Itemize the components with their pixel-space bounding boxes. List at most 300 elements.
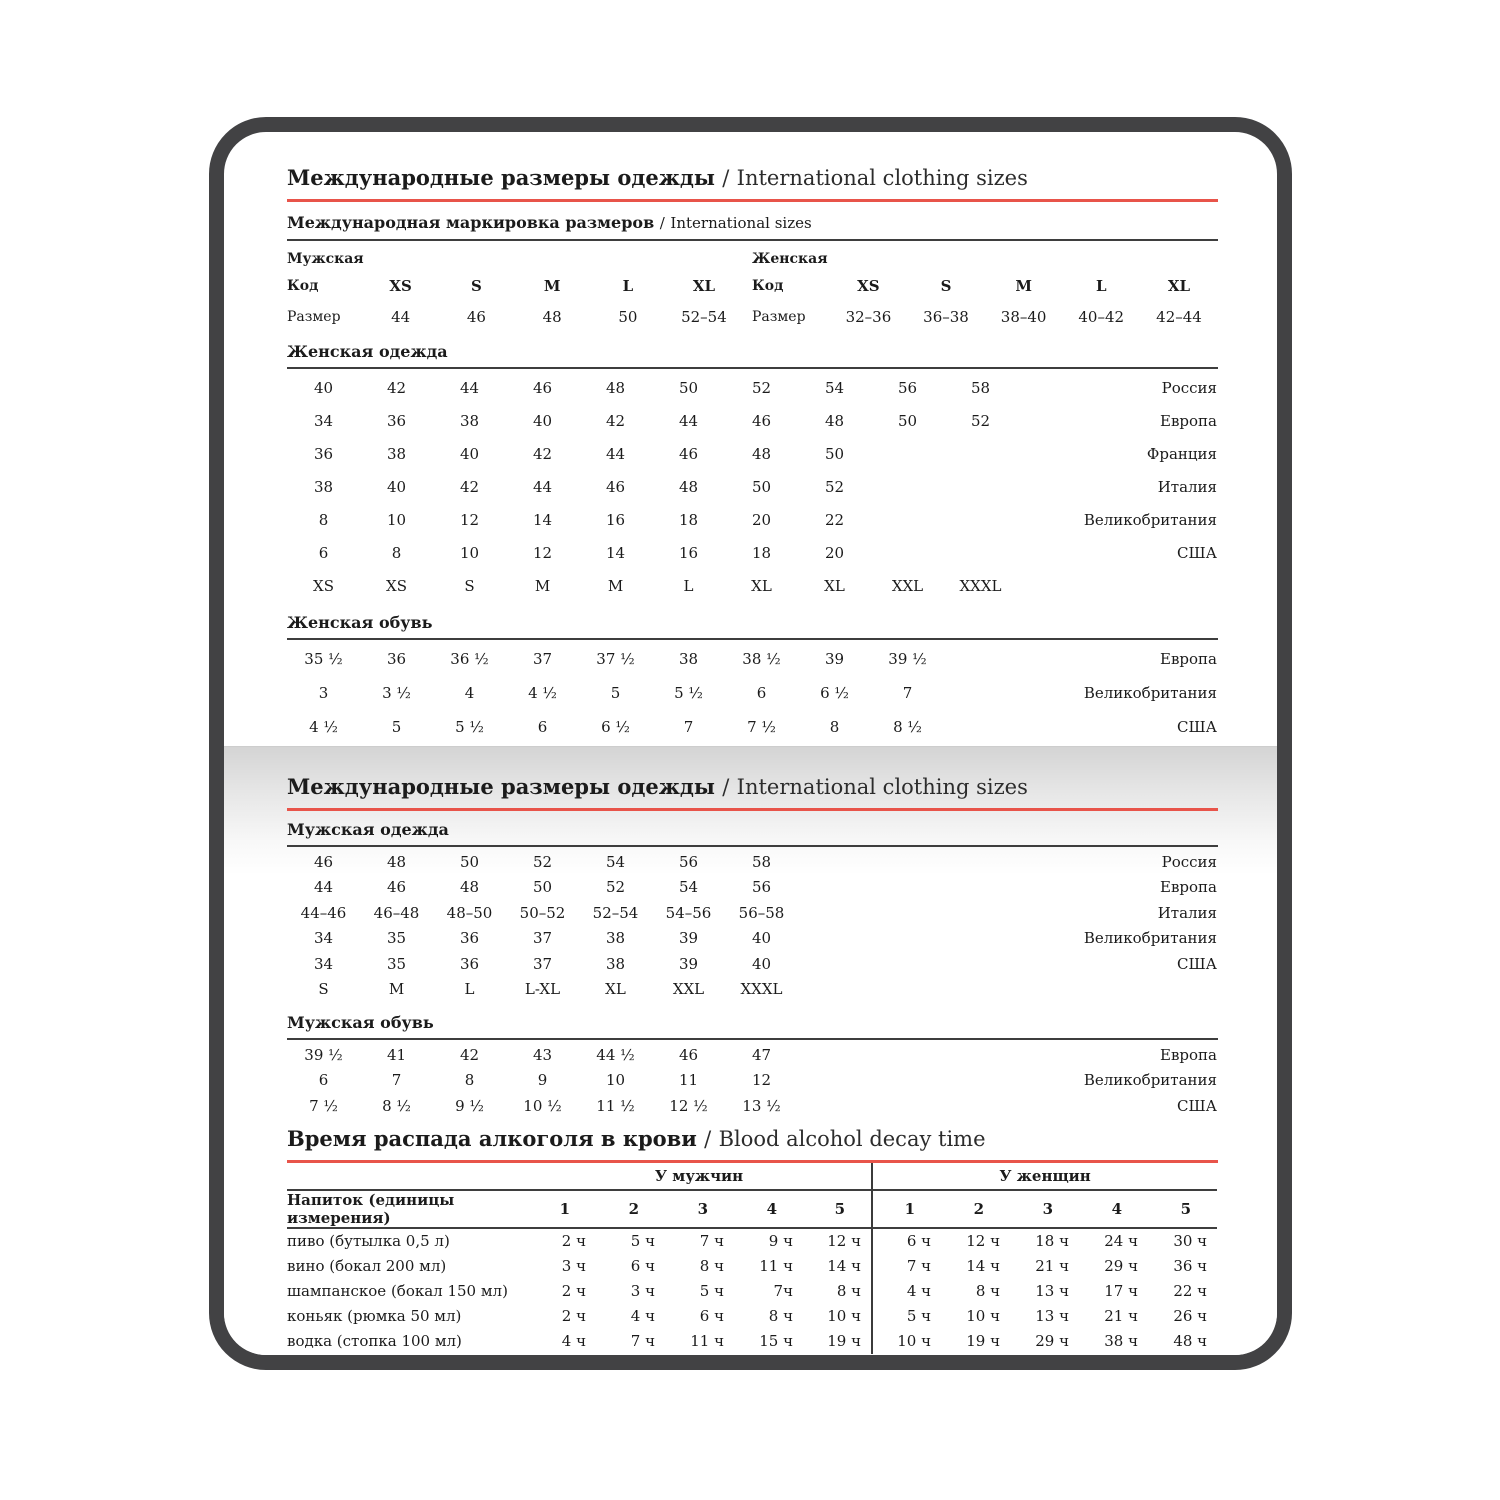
unit-header: 1 bbox=[559, 1199, 570, 1218]
size-cell: 46 bbox=[605, 477, 626, 496]
unit-header: 3 bbox=[697, 1199, 708, 1218]
size-cell: 12 bbox=[751, 1071, 772, 1090]
size-cell: S bbox=[318, 980, 329, 999]
size-row bbox=[287, 536, 1217, 569]
size-cell: 34 bbox=[313, 954, 334, 973]
size-cell: 7 ½ bbox=[747, 718, 776, 736]
marking-heading: Международная маркировка размеров / International sizes bbox=[287, 212, 1218, 241]
page-title bbox=[287, 164, 1218, 202]
page-section-top bbox=[224, 132, 1277, 746]
hours-cell: 13 ч bbox=[1035, 1282, 1070, 1300]
hours-cell: 11 ч bbox=[690, 1332, 724, 1350]
unit-header: 5 bbox=[1180, 1199, 1192, 1218]
size-cell: 50 bbox=[751, 477, 772, 496]
hours-cell: 3 ч bbox=[630, 1282, 655, 1300]
size-cell: 36 bbox=[313, 444, 334, 463]
table-row bbox=[287, 301, 742, 333]
region-label: Франция bbox=[1146, 444, 1217, 463]
size-row bbox=[287, 849, 1217, 875]
mens-clothing-table bbox=[287, 849, 1217, 1002]
region-label bbox=[1017, 569, 1217, 602]
size-cell: 38 bbox=[386, 444, 407, 463]
size-cell: 40 bbox=[751, 929, 772, 948]
size-cell: XXL bbox=[891, 576, 924, 595]
size-cell: 8 bbox=[318, 510, 329, 529]
region-label: Италия bbox=[1157, 477, 1217, 496]
size-cell: 48 bbox=[678, 477, 699, 496]
hours-cell: 5 ч bbox=[630, 1232, 655, 1250]
hours-cell: 7 ч bbox=[872, 1254, 941, 1279]
size-cell: 50 bbox=[824, 444, 845, 463]
size-cell: XXL bbox=[672, 980, 705, 999]
size-cell: 4 ½ bbox=[528, 684, 557, 702]
size-cell: 46 bbox=[532, 378, 553, 397]
unit-header: 4 bbox=[766, 1199, 777, 1218]
hours-cell: 30 ч bbox=[1173, 1232, 1208, 1250]
size-cell: 52 bbox=[751, 378, 772, 397]
hours-cell: 6 ч bbox=[630, 1257, 655, 1275]
size-row bbox=[287, 926, 1217, 952]
size-cell: 46 bbox=[386, 878, 407, 897]
size-cell: 37 bbox=[532, 650, 553, 668]
size-row bbox=[287, 503, 1217, 536]
size-cell: 34 bbox=[313, 411, 334, 430]
size-value: 48 bbox=[542, 308, 562, 326]
international-marking-block bbox=[287, 247, 1218, 333]
size-value: 40–42 bbox=[1078, 308, 1125, 326]
size-cell bbox=[944, 503, 1017, 536]
hours-cell: 14 ч bbox=[966, 1257, 1001, 1275]
size-row bbox=[287, 1068, 1217, 1094]
size-cell: 56 bbox=[751, 878, 772, 897]
size-cell: 38 bbox=[678, 650, 699, 668]
size-value: 36–38 bbox=[923, 308, 969, 326]
size-cell: 42 bbox=[459, 1045, 480, 1064]
drink-label: водка (стопка 100 мл) bbox=[287, 1332, 462, 1350]
hours-cell: 11 ч bbox=[759, 1257, 793, 1275]
womens-clothing-table bbox=[287, 371, 1217, 602]
page-section-bottom bbox=[224, 746, 1277, 1355]
size-cell: 10 bbox=[459, 543, 480, 562]
size-row bbox=[287, 710, 1217, 744]
size-cell: 42 bbox=[605, 411, 626, 430]
drink-label: коньяк (рюмка 50 мл) bbox=[287, 1307, 462, 1325]
size-cell: 46 bbox=[313, 852, 334, 871]
size-code: XS bbox=[857, 277, 880, 295]
alcohol-row bbox=[287, 1279, 1217, 1304]
hours-cell: 13 ч bbox=[1035, 1307, 1070, 1325]
size-cell: 44 bbox=[605, 444, 626, 463]
size-row bbox=[287, 371, 1217, 404]
size-cell: 7 bbox=[391, 1071, 402, 1090]
size-cell: 52 bbox=[970, 411, 991, 430]
table-row bbox=[287, 1190, 1217, 1228]
size-cell: 38 bbox=[313, 477, 334, 496]
size-cell: 4 ½ bbox=[309, 718, 338, 736]
hours-cell: 24 ч bbox=[1104, 1232, 1139, 1250]
size-value: 52–54 bbox=[681, 308, 727, 326]
size-cell: 40 bbox=[313, 378, 334, 397]
size-label: Размер bbox=[752, 309, 806, 325]
size-cell: 56 bbox=[897, 378, 918, 397]
unit-header: 1 bbox=[872, 1190, 941, 1228]
size-cell: 7 bbox=[683, 718, 694, 736]
size-cell: 12 ½ bbox=[669, 1096, 708, 1115]
hours-cell: 21 ч bbox=[1104, 1307, 1139, 1325]
region-label: Великобритания bbox=[1083, 510, 1217, 529]
size-cell: 39 ½ bbox=[304, 1045, 343, 1064]
size-cell: 6 bbox=[318, 1071, 329, 1090]
size-cell: 16 bbox=[605, 510, 626, 529]
hours-cell: 6 ч bbox=[872, 1228, 941, 1254]
size-cell: 40 bbox=[751, 954, 772, 973]
title-separator: / bbox=[722, 775, 730, 799]
size-cell: 18 bbox=[678, 510, 699, 529]
size-cell bbox=[944, 437, 1017, 470]
size-value: 44 bbox=[391, 308, 411, 326]
hours-cell: 14 ч bbox=[827, 1257, 862, 1275]
size-row bbox=[287, 676, 1217, 710]
size-row bbox=[287, 569, 1217, 602]
table-row bbox=[287, 1163, 1217, 1190]
region-label: Россия bbox=[1161, 852, 1217, 871]
size-cell: 58 bbox=[970, 378, 991, 397]
size-row bbox=[287, 404, 1217, 437]
alcohol-row bbox=[287, 1304, 1217, 1329]
size-cell: 52–54 bbox=[592, 903, 639, 922]
size-value: 38–40 bbox=[1000, 308, 1047, 326]
size-cell: 13 ½ bbox=[742, 1096, 781, 1115]
size-cell: 9 ½ bbox=[455, 1096, 484, 1115]
size-cell: 56–58 bbox=[738, 903, 785, 922]
size-cell: 36 bbox=[386, 650, 407, 668]
size-row bbox=[287, 900, 1217, 926]
size-cell: 22 bbox=[824, 510, 845, 529]
size-cell: 50 bbox=[459, 852, 480, 871]
alcohol-title-en: Blood alcohol decay time bbox=[718, 1126, 986, 1151]
hours-cell: 2 ч bbox=[561, 1282, 586, 1300]
size-cell: 44–46 bbox=[300, 903, 347, 922]
table-row bbox=[287, 247, 742, 271]
size-cell: 5 bbox=[391, 718, 402, 736]
hours-cell: 8 ч bbox=[699, 1257, 724, 1275]
size-cell: XL bbox=[605, 980, 626, 999]
size-cell: 52 bbox=[532, 852, 553, 871]
hours-cell: 8 ч bbox=[975, 1282, 1001, 1300]
size-cell: 37 bbox=[532, 929, 553, 948]
size-cell: 48 bbox=[386, 852, 407, 871]
size-cell: 36 bbox=[386, 411, 407, 430]
size-cell: 46 bbox=[678, 444, 699, 463]
size-value: 42–44 bbox=[1156, 308, 1202, 326]
region-label: Великобритания bbox=[1083, 929, 1217, 948]
size-cell: L bbox=[683, 576, 694, 595]
alcohol-title bbox=[287, 1125, 1218, 1163]
unit-header: 3 bbox=[1042, 1199, 1054, 1218]
size-cell: 54–56 bbox=[665, 903, 712, 922]
size-cell: 8 ½ bbox=[893, 718, 922, 736]
size-cell: 8 bbox=[391, 543, 402, 562]
size-cell: 36 ½ bbox=[450, 650, 489, 668]
size-value: 32–36 bbox=[845, 308, 892, 326]
size-cell: 6 ½ bbox=[601, 718, 630, 736]
size-cell: XXXL bbox=[740, 980, 783, 999]
size-cell: 12 bbox=[532, 543, 553, 562]
size-cell: 8 ½ bbox=[382, 1096, 411, 1115]
size-cell: 44 bbox=[313, 878, 334, 897]
size-cell: XL bbox=[824, 576, 845, 595]
size-cell: 37 bbox=[532, 954, 553, 973]
size-cell: 44 bbox=[678, 411, 699, 430]
size-cell: 3 ½ bbox=[382, 684, 411, 702]
table-row bbox=[752, 247, 1218, 271]
size-cell: M bbox=[607, 576, 624, 595]
size-cell: 46 bbox=[678, 1045, 699, 1064]
size-cell: 39 bbox=[678, 954, 699, 973]
region-label: Европа bbox=[1160, 1045, 1217, 1064]
hours-cell: 10 ч bbox=[966, 1307, 1001, 1325]
region-label: Италия bbox=[1157, 903, 1217, 922]
size-cell: 10 ½ bbox=[523, 1096, 562, 1115]
region-label bbox=[798, 977, 1217, 1003]
hours-cell: 19 ч bbox=[827, 1332, 862, 1350]
size-cell: XS bbox=[313, 576, 334, 595]
size-row bbox=[287, 470, 1217, 503]
hours-cell: 12 ч bbox=[966, 1232, 1001, 1250]
size-row bbox=[287, 1093, 1217, 1119]
size-cell: 50–52 bbox=[519, 903, 566, 922]
size-cell: 18 bbox=[751, 543, 772, 562]
hours-cell: 8 ч bbox=[836, 1282, 862, 1300]
size-cell: 8 bbox=[829, 718, 840, 736]
women-group-header: У женщин bbox=[872, 1163, 1217, 1190]
size-cell: 38 ½ bbox=[742, 650, 781, 668]
size-cell: 20 bbox=[751, 510, 772, 529]
hours-cell: 29 ч bbox=[1035, 1332, 1070, 1350]
hours-cell: 36 ч bbox=[1173, 1257, 1208, 1275]
size-row bbox=[287, 875, 1217, 901]
size-cell: 6 bbox=[318, 543, 329, 562]
size-cell: 5 bbox=[610, 684, 621, 702]
size-cell: 10 bbox=[605, 1071, 626, 1090]
drink-label: шампанское (бокал 150 мл) bbox=[287, 1282, 508, 1300]
size-cell: 35 ½ bbox=[304, 650, 343, 668]
size-cell: 50 bbox=[678, 378, 699, 397]
size-cell: 34 bbox=[313, 929, 334, 948]
table-row bbox=[752, 301, 1218, 333]
region-label: Европа bbox=[1160, 411, 1217, 430]
size-code: M bbox=[1015, 277, 1032, 295]
size-cell: 42 bbox=[386, 378, 407, 397]
page-title-ru: Международные размеры одежды bbox=[287, 165, 715, 190]
size-code: L bbox=[622, 277, 634, 295]
size-cell: 5 ½ bbox=[455, 718, 484, 736]
unit-header: 5 bbox=[834, 1199, 846, 1218]
size-cell: 44 bbox=[459, 378, 480, 397]
hours-cell: 26 ч bbox=[1173, 1307, 1208, 1325]
group-label: Женская bbox=[752, 251, 828, 267]
womens-clothing-heading: Женская одежда bbox=[287, 341, 1218, 369]
size-cell: 50 bbox=[532, 878, 553, 897]
size-cell: 37 ½ bbox=[596, 650, 635, 668]
size-cell: 6 ½ bbox=[820, 684, 849, 702]
size-code: XL bbox=[1167, 277, 1191, 295]
hours-cell: 9 ч bbox=[768, 1232, 793, 1250]
size-cell: M bbox=[388, 980, 405, 999]
size-cell: 38 bbox=[605, 954, 626, 973]
size-label: Размер bbox=[287, 309, 341, 325]
size-cell: 36 bbox=[459, 929, 480, 948]
size-cell bbox=[871, 536, 944, 569]
size-cell: L bbox=[464, 980, 475, 999]
table-row bbox=[752, 271, 1218, 301]
page-title-en: International clothing sizes bbox=[736, 775, 1028, 799]
size-cell: L-XL bbox=[524, 980, 561, 999]
size-cell: 5 ½ bbox=[674, 684, 703, 702]
size-cell: 20 bbox=[824, 543, 845, 562]
region-label: США bbox=[1177, 1096, 1217, 1115]
size-cell: 14 bbox=[605, 543, 626, 562]
hours-cell: 4 ч bbox=[872, 1279, 941, 1304]
region-label: Россия bbox=[1161, 378, 1217, 397]
size-cell: 46 bbox=[751, 411, 772, 430]
hours-cell: 3 ч bbox=[561, 1257, 586, 1275]
hours-cell: 7 ч bbox=[630, 1332, 655, 1350]
womens-marking-table bbox=[752, 247, 1218, 333]
size-cell: 40 bbox=[532, 411, 553, 430]
size-cell: 4 bbox=[464, 684, 475, 702]
size-cell: S bbox=[464, 576, 475, 595]
size-code: XL bbox=[692, 277, 715, 295]
womens-shoes-heading: Женская обувь bbox=[287, 612, 1218, 640]
size-cell: 41 bbox=[386, 1045, 407, 1064]
size-cell: 48 bbox=[824, 411, 845, 430]
size-row bbox=[287, 437, 1217, 470]
table-row bbox=[287, 271, 742, 301]
region-label: Великобритания bbox=[1083, 1071, 1217, 1090]
size-value: 46 bbox=[466, 308, 486, 326]
size-row bbox=[287, 1042, 1217, 1068]
size-cell: 52 bbox=[605, 878, 626, 897]
size-cell: XS bbox=[386, 576, 407, 595]
title-separator: / bbox=[722, 166, 730, 190]
size-cell: 50 bbox=[897, 411, 918, 430]
region-label: Европа bbox=[1160, 878, 1217, 897]
page-title-en: International clothing sizes bbox=[736, 166, 1028, 190]
hours-cell: 4 ч bbox=[561, 1332, 586, 1350]
size-cell: 38 bbox=[605, 929, 626, 948]
size-code: M bbox=[543, 277, 561, 295]
hours-cell: 2 ч bbox=[561, 1232, 586, 1250]
size-cell: 8 bbox=[464, 1071, 475, 1090]
mens-clothing-heading: Мужская одежда bbox=[287, 819, 1218, 847]
size-cell: 54 bbox=[824, 378, 845, 397]
hours-cell: 17 ч bbox=[1104, 1282, 1139, 1300]
size-cell: 39 bbox=[678, 929, 699, 948]
mens-marking-table bbox=[287, 247, 742, 333]
size-cell: 58 bbox=[751, 852, 772, 871]
unit-header: 2 bbox=[973, 1199, 985, 1218]
size-cell bbox=[871, 503, 944, 536]
hours-cell: 38 ч bbox=[1104, 1332, 1139, 1350]
alcohol-decay-table bbox=[287, 1163, 1217, 1354]
code-label: Код bbox=[752, 278, 784, 294]
size-cell: XXXL bbox=[959, 576, 1002, 595]
hours-cell: 12 ч bbox=[827, 1232, 862, 1250]
page-title-ru: Международные размеры одежды bbox=[287, 774, 715, 799]
size-cell: 44 bbox=[532, 477, 553, 496]
size-cell: M bbox=[534, 576, 551, 595]
size-cell: 3 bbox=[318, 684, 329, 702]
hours-cell: 4 ч bbox=[630, 1307, 655, 1325]
drink-label: вино (бокал 200 мл) bbox=[287, 1257, 447, 1275]
size-cell: 40 bbox=[386, 477, 407, 496]
size-cell: 35 bbox=[386, 954, 407, 973]
region-label: США bbox=[1177, 543, 1217, 562]
size-cell: 39 bbox=[824, 650, 845, 668]
size-row bbox=[287, 642, 1217, 676]
size-row bbox=[287, 977, 1217, 1003]
size-cell: 54 bbox=[678, 878, 699, 897]
size-cell: 38 bbox=[459, 411, 480, 430]
size-cell bbox=[871, 437, 944, 470]
hours-cell: 7 ч bbox=[699, 1232, 724, 1250]
region-label: США bbox=[1177, 718, 1217, 736]
size-cell: 14 bbox=[532, 510, 553, 529]
size-code: S bbox=[940, 277, 952, 295]
region-label: Европа bbox=[1160, 650, 1217, 668]
size-cell: 54 bbox=[605, 852, 626, 871]
hours-cell: 21 ч bbox=[1035, 1257, 1070, 1275]
empty-cell bbox=[287, 1163, 527, 1190]
hours-cell: 2 ч bbox=[561, 1307, 586, 1325]
region-label: Великобритания bbox=[1083, 684, 1217, 702]
region-label: США bbox=[1177, 954, 1217, 973]
size-cell: 16 bbox=[678, 543, 699, 562]
mens-shoes-heading: Мужская обувь bbox=[287, 1012, 1218, 1040]
size-value: 50 bbox=[618, 308, 638, 326]
size-row bbox=[287, 951, 1217, 977]
size-cell: 56 bbox=[678, 852, 699, 871]
size-cell bbox=[944, 470, 1017, 503]
size-cell bbox=[944, 536, 1017, 569]
hours-cell: 10 ч bbox=[827, 1307, 862, 1325]
size-cell: 6 bbox=[756, 684, 767, 702]
size-cell: 6 bbox=[537, 718, 548, 736]
hours-cell: 8 ч bbox=[768, 1307, 793, 1325]
size-cell: 43 bbox=[532, 1045, 553, 1064]
size-cell: 44 ½ bbox=[596, 1045, 635, 1064]
size-cell bbox=[871, 470, 944, 503]
size-cell: 42 bbox=[532, 444, 553, 463]
size-cell: 11 ½ bbox=[596, 1096, 635, 1115]
size-cell: 48–50 bbox=[446, 903, 493, 922]
title-separator: / bbox=[704, 1126, 712, 1151]
alcohol-row bbox=[287, 1329, 1217, 1354]
size-cell: 35 bbox=[386, 929, 407, 948]
drink-column-header: Напиток (единицы измерения) bbox=[287, 1190, 455, 1227]
alcohol-row bbox=[287, 1228, 1217, 1254]
hours-cell: 10 ч bbox=[872, 1329, 941, 1354]
mens-shoes-table bbox=[287, 1042, 1217, 1119]
hours-cell: 7ч bbox=[773, 1282, 793, 1300]
size-cell: 7 bbox=[902, 684, 913, 702]
size-code: S bbox=[470, 277, 482, 295]
group-label: Мужская bbox=[287, 251, 364, 267]
hours-cell: 22 ч bbox=[1173, 1282, 1208, 1300]
hours-cell: 15 ч bbox=[759, 1332, 793, 1350]
hours-cell: 48 ч bbox=[1173, 1332, 1208, 1350]
